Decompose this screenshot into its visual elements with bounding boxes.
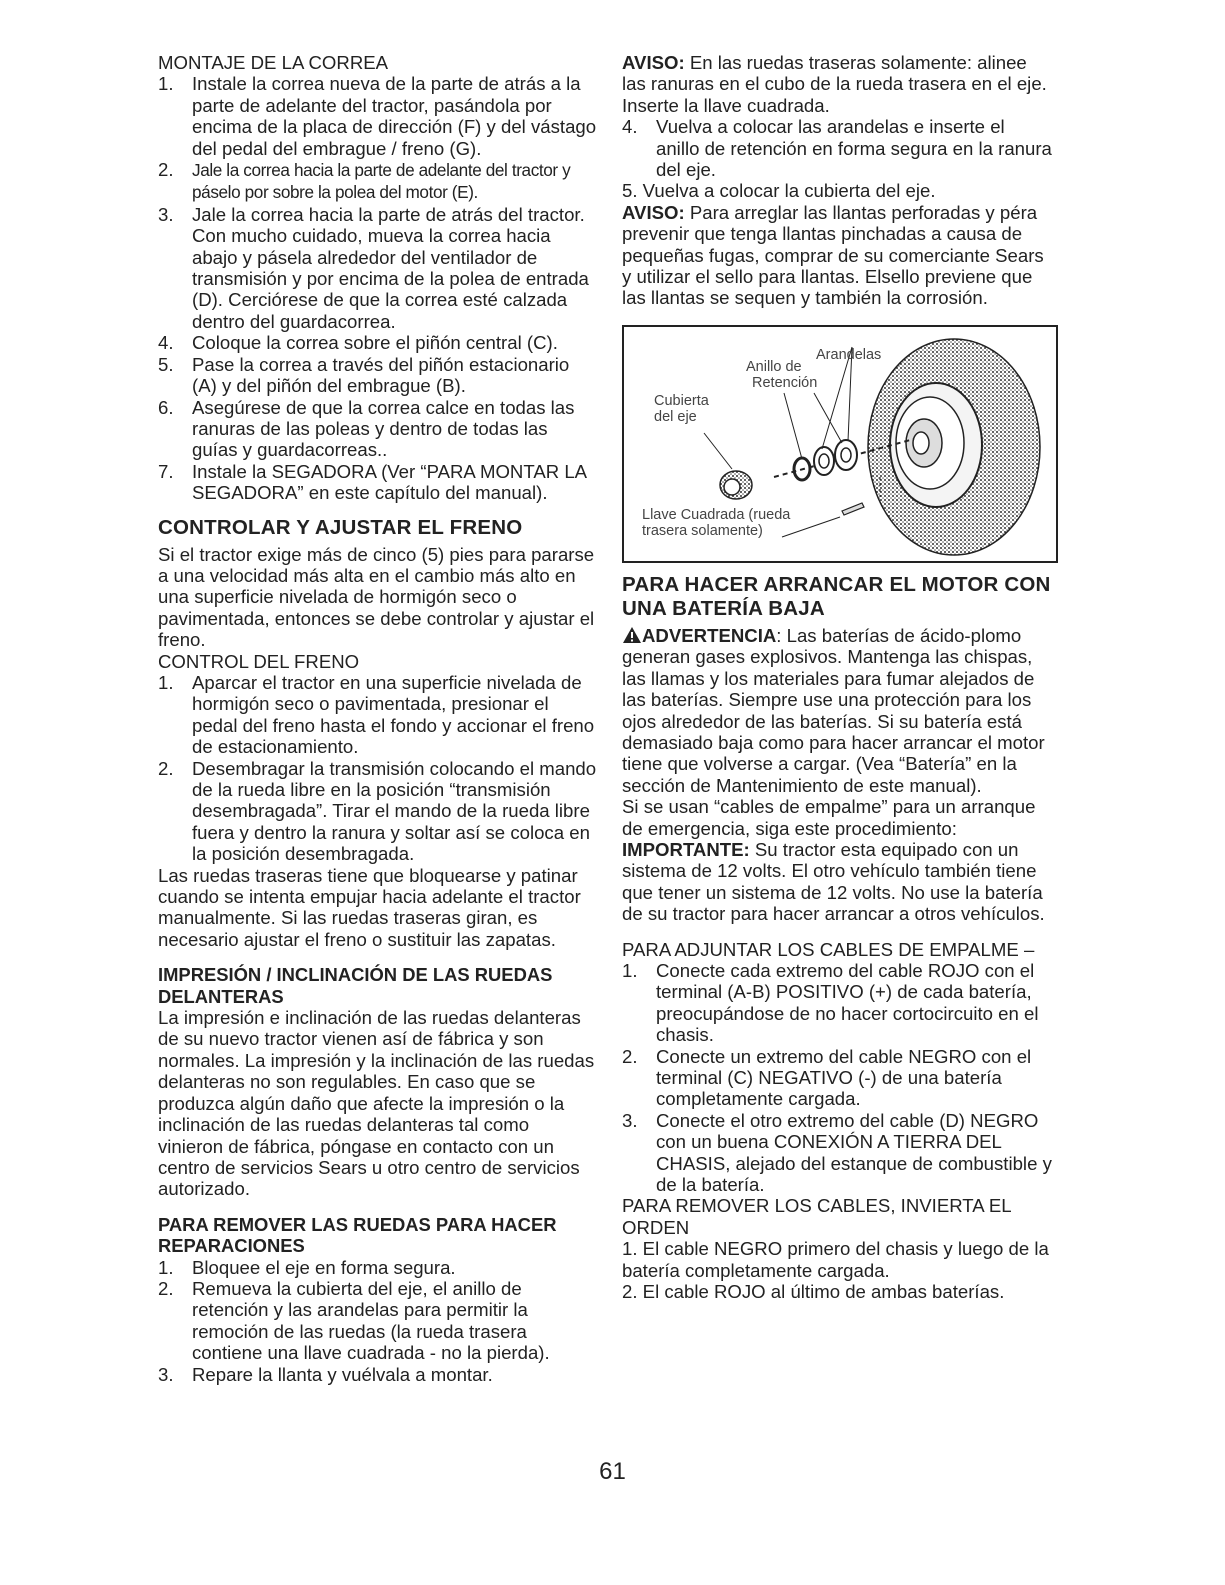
step-5: 5. Vuelva a colocar la cubierta del eje. (622, 180, 936, 202)
list-item: 3. Repare la llanta y vuélvala a montar. (158, 1363, 493, 1385)
remover-steps (158, 1257, 598, 1385)
montaje-title: MONTAJE DE LA CORREA (158, 52, 389, 73)
freno-intro: Si el tractor exige más de cinco (5) pies para pararse a una velocidad más alta en el cambio más alto en una superficie nivelada de hormigón seco o pavimentada, entonces se debe controlar y ajustar el freno. (158, 543, 595, 651)
list-item: 1. Bloquee el eje en forma segura. (158, 1256, 456, 1278)
label-llave-line-1: Llave Cuadrada (rueda (642, 506, 791, 523)
list-item: 3. Conecte el otro extremo del cable (D) NEGRO con un buena CONEXIÓN A TIERRA DEL CHASIS, alejado del estanque de combustible y de la batería. (622, 1109, 1052, 1196)
list-item: 2. Jale la correa hacia la parte de adelante del tractor y páselo por sobre la polea del motor (E). (158, 159, 571, 203)
label-anillo-line-2: Retención (752, 374, 818, 391)
list-item: 4. Coloque la correa sobre el piñón central (C). (158, 332, 558, 354)
list-item: 6. Asegúrese de que la correa calce en todas las ranuras de las poleas y dentro de todas las guías y guardacorreas.. (158, 396, 575, 461)
list-item: 1. Aparcar el tractor en una superficie nivelada de hormigón seco o pavimentada, presionar el pedal del freno hasta el fondo y accionar el freno de estacionamiento. (158, 671, 595, 758)
list-item: 1. Conecte cada extremo del cable ROJO con el terminal (A-B) POSITIVO (+) de cada batería, preocupándose de no hacer cortocircuito en el chasis. (622, 959, 1039, 1046)
page-number: 61 (599, 1458, 626, 1485)
remover-cables-title: PARA REMOVER LOS CABLES, INVIERTA EL ORDEN (622, 1195, 1011, 1238)
adjuntar-steps (622, 960, 1052, 1195)
remover-heading: PARA REMOVER LAS RUEDAS PARA HACER REPARACIONES (158, 1213, 557, 1257)
wheel-assembly-figure (622, 325, 1058, 563)
list-item: 2. Conecte un extremo del cable NEGRO con el terminal (C) NEGATIVO (-) de una batería completamente cargada. (622, 1045, 1032, 1110)
bateria-heading: PARA HACER ARRANCAR EL MOTOR CON UNA BATERÍA BAJA (622, 572, 1051, 620)
list-item: 1. Instale la correa nueva de la parte de atrás a la parte de adelante del tractor, pasándola por encima de la placa de dirección (F) y del vástago del pedal del embrague / freno (G). (158, 73, 597, 159)
impresion-paragraph: La impresión e inclinación de las ruedas delanteras de su nuevo tractor vienen así de fábrica y son normales. La impresión y la inclinación de las ruedas delanteras no son regulables. En caso que se produzca algún daño que afecte la impresión o la inclinación de las ruedas delanteras tal como vinieron de fábrica, póngase en contacto con un centro de servicios Sears u otro centro de servicios autorizado. (158, 1007, 595, 1200)
label-cubierta-line-1: Cubierta (654, 392, 709, 409)
montaje-steps (158, 73, 598, 503)
advertencia-paragraph: ADVERTENCIA: Las baterías de ácido-plomo generan gases explosivos. Mantenga las chispas, las llamas y los materiales para fumar alejados de las baterías. Siempre use una protección para los ojos alrededor de las baterías. Si su batería está demasiado baja como para hacer arrancar el motor tiene que volverse a cargar. (Vea “Batería” en la sección de Mantenimiento de este manual). (622, 624, 1045, 796)
aviso-paragraph-2: AVISO: Para arreglar las llantas perforadas y péra prevenir que tenga llantas pinchadas a causa de pequeñas fugas, comprar de su comerciante Sears y utilizar el sello para llantas. Elsello previene que las llantas se sequen y también la corrosión. (622, 201, 1044, 309)
aviso-steps (622, 116, 1052, 180)
list-item: 7. Instale la SEGADORA (Ver “PARA MONTAR LA SEGADORA” en este capítulo del manual). (158, 460, 587, 504)
freno-heading: CONTROLAR Y AJUSTAR EL FRENO (158, 515, 523, 539)
list-item: 3. Jale la correa hacia la parte de atrás del tractor. Con mucho cuidado, mueva la correa hacia abajo y pásela alrededor del ventilador de transmisión y por encima de la polea de entrada (D). Cerciórese de que la correa esté calzada dentro del guardacorrea. (158, 203, 589, 332)
list-item: 2. Desembragar la transmisión colocando el mando de la rueda libre en la posición “transmisión desembragada”. Tirar el mando de la rueda libre fuera y dentro la ranura y soltar así se coloca en la posición desembragada. (158, 757, 597, 865)
ruedas-paragraph: Las ruedas traseras tiene que bloquearse y patinar cuando se intenta empujar hacia adelante el tractor manualmente. Si las ruedas traseras giran, es necesario ajustar el freno o sustituir las zapatas. (158, 864, 581, 950)
control-steps (158, 672, 598, 865)
adjuntar-title: PARA ADJUNTAR LOS CABLES DE EMPALME – (622, 938, 1035, 960)
list-item: 5. Pase la correa a través del piñón estacionario (A) y del piñón del embrague (B). (158, 353, 570, 397)
right-column (622, 52, 1052, 1302)
left-column (158, 52, 598, 1385)
label-llave-line-2: trasera solamente) (642, 522, 763, 539)
list-item: 4. Vuelva a colocar las arandelas e inserte el anillo de retención en forma segura en la ranura del eje. (622, 116, 1052, 181)
remover-cables-step-2: 2. El cable ROJO al último de ambas baterías. (622, 1281, 1005, 1303)
control-title: CONTROL DEL FRENO (158, 650, 360, 672)
label-arandelas: Arandelas (816, 346, 882, 363)
cables-paragraph: Si se usan “cables de empalme” para un arranque de emergencia, siga este procedimiento: (622, 796, 1036, 839)
label-cubierta-line-2: del eje (654, 408, 697, 425)
label-anillo-line-1: Anillo de (746, 358, 802, 375)
impresion-heading: IMPRESIÓN / INCLINACIÓN DE LAS RUEDAS DELANTERAS (158, 964, 553, 1007)
aviso-paragraph-1: AVISO: En las ruedas traseras solamente: alinee las ranuras en el cubo de la rueda trasera en el eje. Inserte la llave cuadrada. (622, 52, 1047, 116)
importante-paragraph: IMPORTANTE: Su tractor esta equipado con un sistema de 12 volts. El otro vehículo también tiene que tener un sistema de 12 volts. No use la batería de su tractor para hacer arrancar a otros vehículos. (622, 838, 1045, 925)
remover-cables-step-1: 1. El cable NEGRO primero del chasis y luego de la batería completamente cargada. (622, 1238, 1049, 1281)
list-item: 2. Remueva la cubierta del eje, el anillo de retención y las arandelas para permitir la remoción de las ruedas (la rueda trasera contiene una llave cuadrada - no la pierda). (158, 1277, 550, 1364)
warning-icon (622, 626, 642, 644)
